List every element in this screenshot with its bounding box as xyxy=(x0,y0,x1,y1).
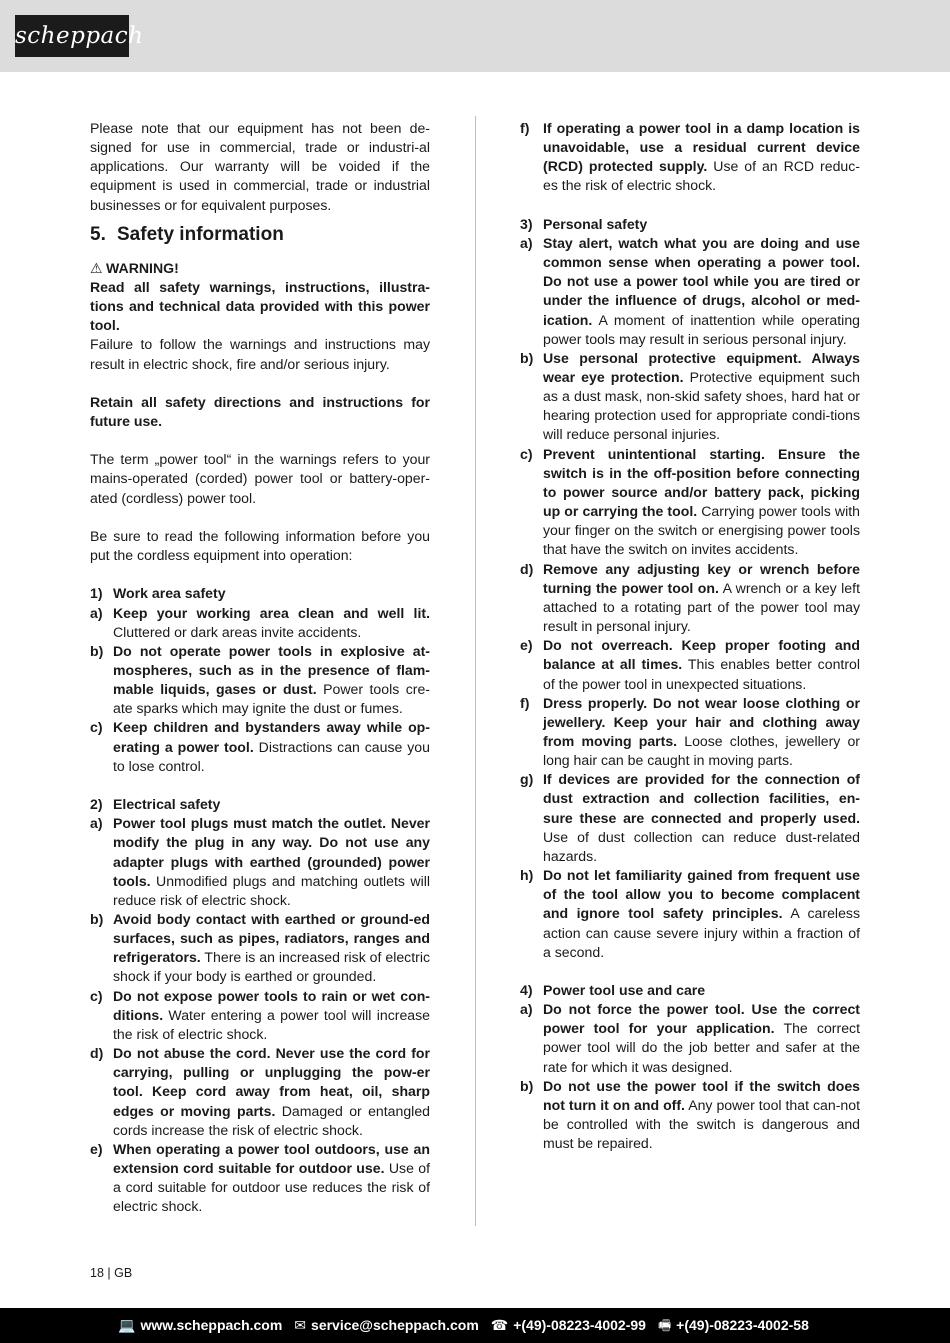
email-link[interactable]: service@scheppach.com xyxy=(311,1317,479,1333)
fax-number: +(49)-08223-4002-58 xyxy=(676,1317,809,1333)
warning-heading xyxy=(90,259,430,278)
footer-website[interactable] xyxy=(118,1308,282,1343)
fax-icon: 🖷 xyxy=(657,1317,672,1333)
list-item: a) Keep your working area clean and well lit. Cluttered or dark areas invite accidents. xyxy=(90,604,430,640)
list-item: f) Dress properly. Do not wear loose clothing or jewellery. Keep your hair and clothing away from moving parts. Loose clothes, jewellery or long hair can be caught in moving parts. xyxy=(520,694,860,769)
list-item: c) Prevent unintentional starting. Ensure the switch is in the off-position before connecting to power source and/or battery pack, picking up or carrying the tool. Carrying power tools with your finger on the switch or energising power tools that have the switch on invites accidents. xyxy=(520,445,860,558)
list-item: b) Do not use the power tool if the switch does not turn it on and off. Any power tool that can-not be controlled with the switch is dangerous and must be repaired. xyxy=(520,1077,860,1152)
list-item: a) Power tool plugs must match the outlet. Never modify the plug in any way. Do not use any adapter plugs with earthed (grounded) power tools. Unmodified plugs and matching outlets will reduce risk of electric shock. xyxy=(90,815,430,908)
list-item: b) Use personal protective equipment. Always wear eye protection. Protective equipment such as a dust mask, non-skid safety shoes, hard hat or hearing protection used for appropriate condi-tions will reduce personal injuries. xyxy=(520,349,860,443)
warning-bold-text: Read all safety warnings, instructions, illustra-tions and technical data provided with this power tool. xyxy=(90,278,430,334)
computer-icon: 💻 xyxy=(118,1317,136,1333)
work-area-heading: 1) Work area safety xyxy=(90,585,226,602)
power-tool-term: The term „power tool“ in the warnings refers to your mains-operated (corded) power tool or battery-oper-ated (cordless) power tool. xyxy=(90,451,430,506)
mail-icon: ✉ xyxy=(294,1317,307,1333)
intro-paragraph: Please note that our equipment has not been de-signed for use in commercial, trade or industri-al applications. Our warranty will be voided if the equipment is used in commercial, trade or industrial businesses or for equivalent purposes. xyxy=(90,120,430,213)
list-item: a) Do not force the power tool. Use the correct power tool for your application. The correct power tool will do the job better and safer at the rate for which it was designed. xyxy=(520,1001,860,1075)
warning-label: WARNING! xyxy=(106,259,179,276)
list-item: a) Stay alert, watch what you are doing and use common sense when operating a power tool. Do not use a power tool while you are tired or under the influence of drugs, alcohol or med-ication. A moment of inattention while operating power tools may result in serious personal injury. xyxy=(520,234,860,347)
list-item: h) Do not let familiarity gained from frequent use of the tool allow you to become complacent and ignore tool safety principles. A careless action can cause severe injury within a fraction of a second. xyxy=(520,867,860,960)
list-item: f) If operating a power tool in a damp location is unavoidable, use a residual current device (RCD) protected supply. Use of an RCD reduc-es the risk of electric shock. xyxy=(520,120,861,194)
scheppach-logo: scheppach xyxy=(15,15,129,57)
column-divider xyxy=(475,116,476,1226)
read-first-note: Be sure to read the following information before you put the cordless equipment into operation: xyxy=(90,527,430,564)
list-item: e) When operating a power tool outdoors, use an extension cord suitable for outdoor use. Use of a cord suitable for outdoor use reduces the risk of electric shock. xyxy=(90,1140,430,1215)
personal-safety-heading: 3) Personal safety xyxy=(520,215,648,232)
warning-text: Failure to follow the warnings and instructions may result in electric shock, fire and/or serious injury. xyxy=(90,336,430,372)
footer-fax xyxy=(658,1308,809,1343)
list-item: d) Do not abuse the cord. Never use the cord for carrying, pulling or unplugging the pow-er tool. Keep cord away from heat, oil, sharp edges or moving parts. Damaged or entangled cords increase the risk of electric shock. xyxy=(90,1045,430,1138)
footer-email[interactable] xyxy=(294,1308,478,1343)
list-item: e) Do not overreach. Keep proper footing and balance at all times. This enables better control of the power tool in unexpected situations. xyxy=(520,637,860,692)
header-band xyxy=(0,0,950,72)
left-column xyxy=(90,119,430,1217)
tool-use-heading: 4) Power tool use and care xyxy=(520,982,706,998)
page-number: 18 | GB xyxy=(90,1266,133,1280)
website-link[interactable]: www.scheppach.com xyxy=(140,1317,283,1333)
list-item: d) Remove any adjusting key or wrench before turning the power tool on. A wrench or a key left attached to a rotating part of the power tool may result in personal injury. xyxy=(520,560,860,635)
section-title xyxy=(90,223,430,247)
electrical-safety-heading: 2) Electrical safety xyxy=(90,796,221,813)
list-item: c) Do not expose power tools to rain or wet con-ditions. Water entering a power tool will increase the risk of electric shock. xyxy=(90,987,431,1042)
footer-phone[interactable] xyxy=(491,1308,646,1343)
phone-icon: ☎ xyxy=(490,1317,509,1333)
list-item: c) Keep children and bystanders away while op-erating a power tool. Distractions can cause you to lose control. xyxy=(90,719,430,774)
section-title-text: Safety information xyxy=(117,223,284,245)
list-item: b) Do not operate power tools in explosive at-mospheres, such as in the presence of flam-mable liquids, gases or dust. Power tools cre-ate sparks which may ignite the dust or fumes. xyxy=(90,642,431,717)
section-number: 5. xyxy=(90,223,106,245)
footer-bar xyxy=(0,1308,950,1343)
retain-instructions: Retain all safety directions and instructions for future use. xyxy=(90,393,430,430)
warning-triangle-icon: ⚠ xyxy=(90,259,103,276)
right-column xyxy=(520,119,860,1153)
list-item: b) Avoid body contact with earthed or ground-ed surfaces, such as pipes, radiators, ranges and refrigerators. There is an increased risk of electric shock if your body is earthed or grounded. xyxy=(90,911,430,985)
list-item: g) If devices are provided for the connection of dust extraction and collection facilities, en-sure these are connected and properly used. Use of dust collection can reduce dust-related hazards. xyxy=(520,771,860,864)
phone-number[interactable]: +(49)-08223-4002-99 xyxy=(513,1317,646,1333)
